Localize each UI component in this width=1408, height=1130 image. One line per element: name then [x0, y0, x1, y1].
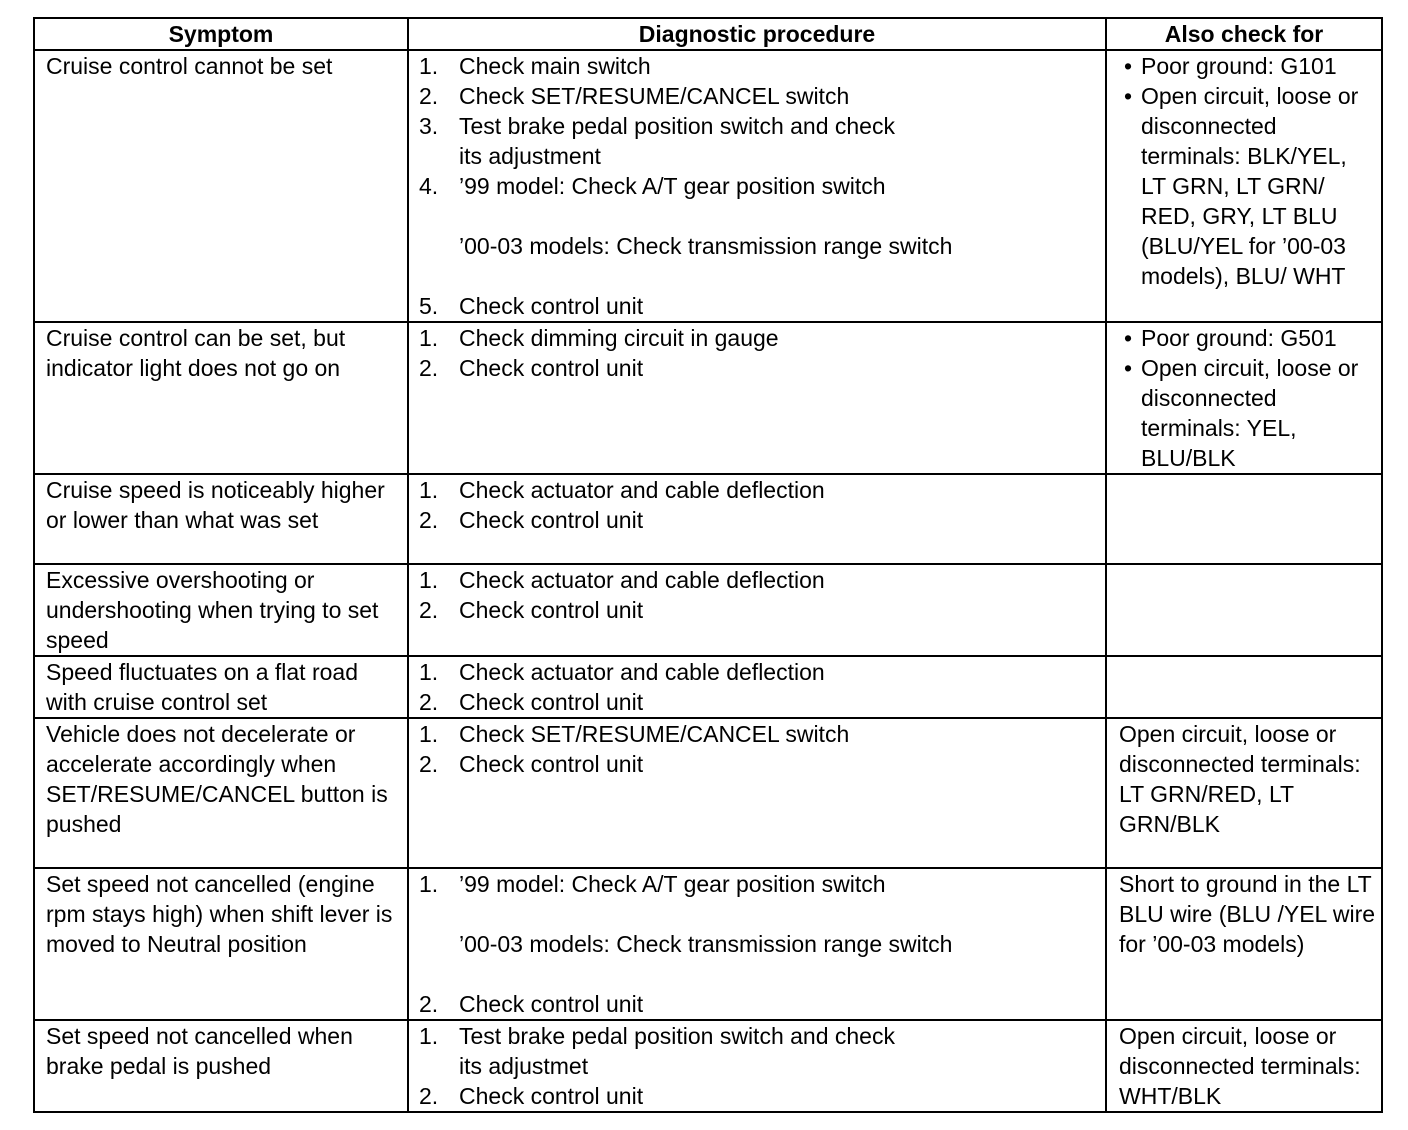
- also-check-cell: Open circuit, loose or disconnected terminals: LT GRN/RED, LT GRN/BLK: [1106, 718, 1382, 868]
- step: 1. Check actuator and cable deflection: [419, 477, 825, 503]
- step: 2. Check control unit: [419, 355, 644, 381]
- step: 2. Check control unit: [419, 1083, 644, 1109]
- table-row: [34, 718, 1382, 868]
- bullet-item: • Open circuit, loose or disconnected terminals: YEL, BLU/BLK: [1123, 355, 1359, 471]
- diagnostic-table: [33, 17, 1383, 1113]
- header-symptom: Symptom: [34, 18, 408, 50]
- symptom-cell: Set speed not cancelled (engine rpm stays high) when shift lever is moved to Neutral position: [34, 868, 408, 1020]
- also-check-cell: Open circuit, loose or disconnected terminals: WHT/BLK: [1106, 1020, 1382, 1112]
- table-row: [34, 50, 1382, 322]
- step: 4. ’99 model: Check A/T gear position switch: [419, 173, 886, 199]
- table-row: [34, 474, 1382, 564]
- step: 3. Test brake pedal position switch and check its adjustment: [419, 113, 895, 169]
- table-row: [34, 564, 1382, 656]
- step: 2. Check control unit: [419, 991, 644, 1017]
- header-procedure: Diagnostic procedure: [408, 18, 1106, 50]
- bullet-item: • Poor ground: G101: [1123, 53, 1337, 79]
- also-check-cell: [1106, 50, 1382, 322]
- step: 1. Test brake pedal position switch and check its adjustmet: [419, 1023, 895, 1079]
- symptom-cell: Set speed not cancelled when brake pedal is pushed: [34, 1020, 408, 1112]
- step: 1. Check main switch: [419, 53, 651, 79]
- header-row: [34, 18, 1382, 50]
- step: 1. Check actuator and cable deflection: [419, 659, 825, 685]
- step: 2. Check control unit: [419, 689, 644, 715]
- bullet-item: • Poor ground: G501: [1123, 325, 1337, 351]
- also-check-cell: [1106, 656, 1382, 718]
- procedure-cell: [408, 1020, 1106, 1112]
- step: 2. Check control unit: [419, 597, 644, 623]
- step: 2. Check control unit: [419, 507, 644, 533]
- also-check-cell: [1106, 564, 1382, 656]
- symptom-cell: Speed fluctuates on a flat road with cruise control set: [34, 656, 408, 718]
- also-check-cell: [1106, 322, 1382, 474]
- also-check-cell: [1106, 474, 1382, 564]
- bullet-item: • Open circuit, loose or disconnected terminals: BLK/YEL, LT GRN, LT GRN/ RED, GRY, LT BLU (BLU/YEL for ’00-03 models), BLU/ WHT: [1123, 83, 1359, 289]
- procedure-cell: [408, 718, 1106, 868]
- procedure-cell: [408, 656, 1106, 718]
- symptom-cell: Vehicle does not decelerate or accelerate accordingly when SET/RESUME/CANCEL button is pushed: [34, 718, 408, 868]
- step: 2. Check SET/RESUME/CANCEL switch: [419, 83, 850, 109]
- symptom-cell: Cruise control can be set, but indicator light does not go on: [34, 322, 408, 474]
- symptom-cell: Cruise speed is noticeably higher or lower than what was set: [34, 474, 408, 564]
- step: 1. ’99 model: Check A/T gear position switch: [419, 871, 886, 897]
- symptom-cell: Cruise control cannot be set: [34, 50, 408, 322]
- procedure-cell: [408, 564, 1106, 656]
- procedure-cell: [408, 868, 1106, 1020]
- table-row: [34, 322, 1382, 474]
- step: 1. Check dimming circuit in gauge: [419, 325, 779, 351]
- step: 5. Check control unit: [419, 293, 644, 319]
- step: ’00-03 models: Check transmission range switch: [459, 931, 953, 957]
- step: ’00-03 models: Check transmission range switch: [459, 233, 953, 259]
- also-check-cell: Short to ground in the LT BLU wire (BLU /YEL wire for ’00-03 models): [1106, 868, 1382, 1020]
- table-row: [34, 868, 1382, 1020]
- step: 1. Check SET/RESUME/CANCEL switch: [419, 721, 850, 747]
- step: 2. Check control unit: [419, 751, 644, 777]
- table-row: [34, 656, 1382, 718]
- table-row: [34, 1020, 1382, 1112]
- procedure-cell: [408, 322, 1106, 474]
- procedure-cell: [408, 50, 1106, 322]
- symptom-cell: Excessive overshooting or undershooting when trying to set speed: [34, 564, 408, 656]
- header-also-check: Also check for: [1106, 18, 1382, 50]
- procedure-cell: [408, 474, 1106, 564]
- step: 1. Check actuator and cable deflection: [419, 567, 825, 593]
